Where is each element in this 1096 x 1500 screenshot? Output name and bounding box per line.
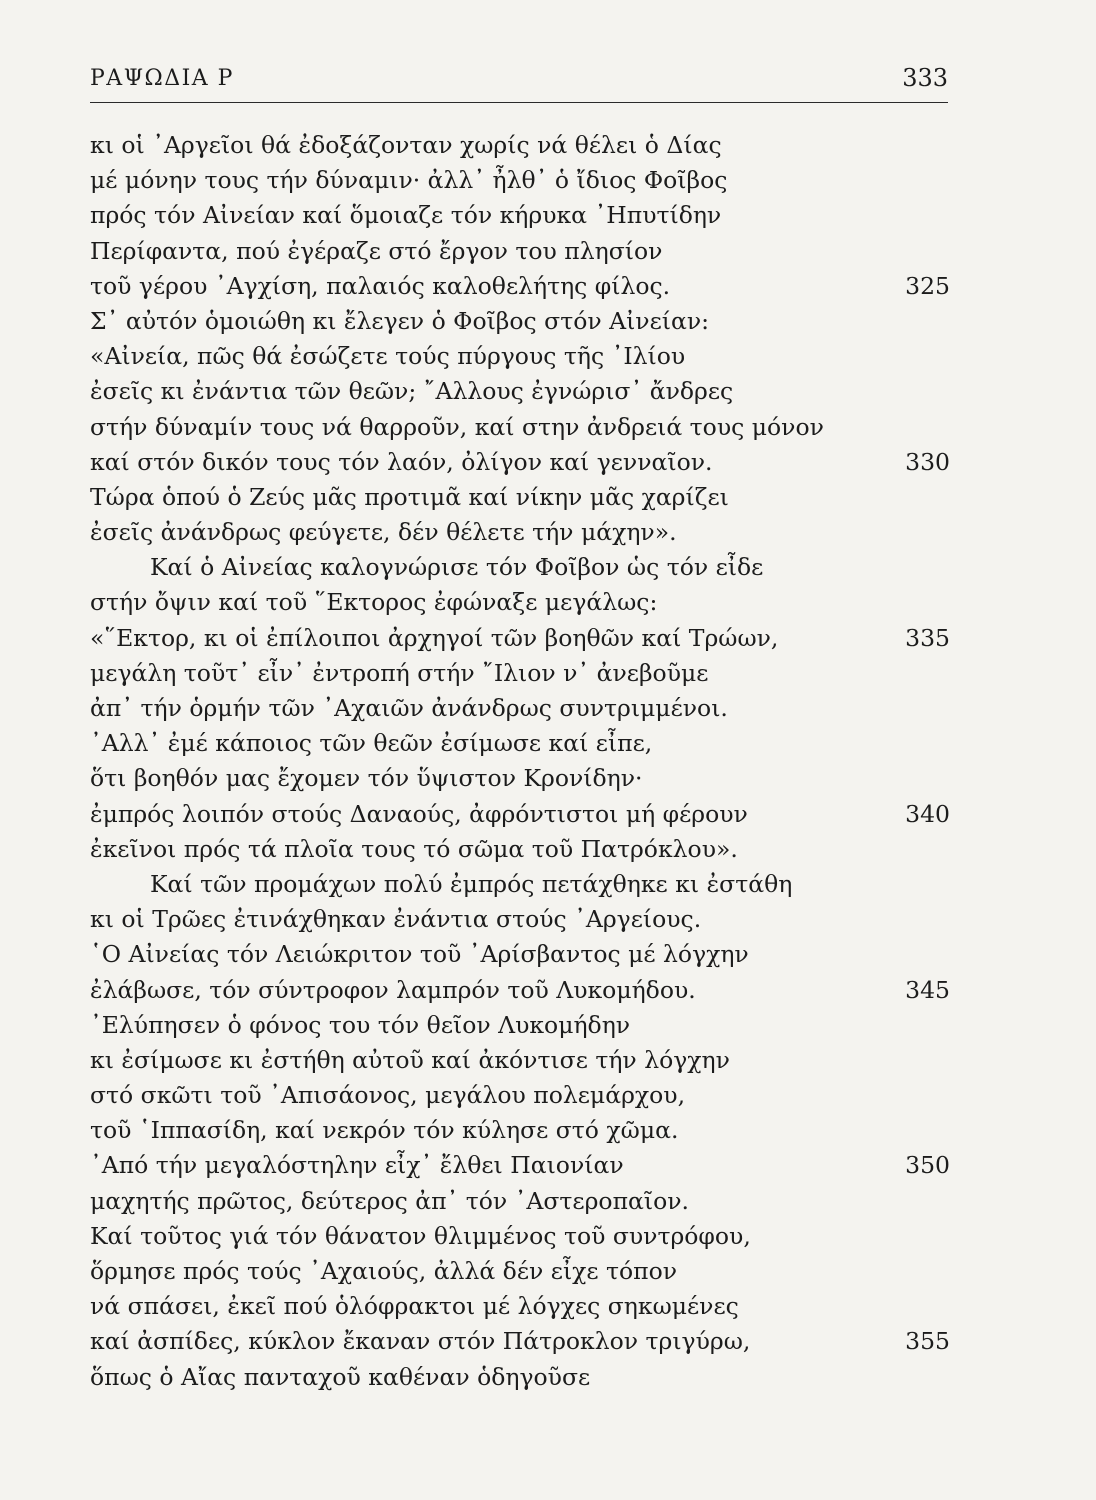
verse-text: Καί ὁ Αἰνείας καλογνώρισε τόν Φοῖβον ὡς τόν εἶδε [150,553,764,582]
verse-line [90,832,950,867]
verse-line [90,1113,950,1148]
verse-text: κι οἱ ᾿Αργεῖοι θά ἐδοξάζονταν χωρίς νά θέλει ὁ Δίας [90,131,722,159]
verse-line [90,797,950,832]
verse-line [90,269,950,304]
verse-text: Καί τοῦτος γιά τόν θάνατον θλιμμένος τοῦ συντρόφου, [90,1221,751,1250]
verse-line [90,1254,950,1289]
verse-line [90,1219,950,1254]
verse-text: ὅτι βοηθόν μας ἔχομεν τόν ὕψιστον Κρονίδην· [90,764,643,793]
verse-line [90,761,950,796]
line-number: 325 [905,271,950,300]
verse-line [90,515,950,550]
verse-text: στό σκῶτι τοῦ ᾿Απισάονος, μεγάλου πολεμάρχου, [90,1081,686,1110]
line-number: 345 [905,975,950,1004]
verse-text: Σ᾿ αὐτόν ὁμοιώθη κι ἔλεγεν ὁ Φοῖβος στόν Αἰνείαν: [90,306,710,335]
verse-text: ᾿Αλλ᾿ ἐμέ κάποιος τῶν θεῶν ἐσίμωσε καί εἶπε, [90,729,653,758]
verse-text: ῾Ο Αἰνείας τόν Λειώκριτον τοῦ ᾿Αρίσβαντος μέ λόγχην [90,940,749,969]
verse-line [90,621,950,656]
line-number: 335 [905,623,950,652]
verse-line [90,163,950,198]
verse-text: νά σπάσει, ἐκεῖ πού ὁλόφρακτοι μέ λόγχες σηκωμένες [90,1292,739,1321]
verse-text: «῞Εκτορ, κι οἱ ἐπίλοιποι ἀρχηγοί τῶν βοηθῶν καί Τρώων, [90,623,779,652]
verse-text: μαχητής πρῶτος, δεύτερος ἀπ᾿ τόν ᾿Αστεροπαῖον. [90,1186,689,1215]
verse-text: Καί τῶν προμάχων πολύ ἐμπρός πετάχθηκε κι ἐστάθη [150,869,793,898]
verse-line [90,128,950,163]
verse-text: κι οἱ Τρῶες ἐτινάχθηκαν ἐνάντια στούς ᾿Αργείους. [90,905,702,934]
verse-text: καί στόν δικόν τους τόν λαόν, ὀλίγον καί γενναῖον. [90,447,713,476]
line-number: 330 [905,447,950,476]
verse-text: μέ μόνην τους τήν δύναμιν· ἀλλ᾿ ἦλθ᾿ ὁ ἴδιος Φοῖβος [90,166,728,195]
verse-text: τοῦ ῾Ιππασίδη, καί νεκρόν τόν κύλησε στό χῶμα. [90,1116,679,1145]
verse-text: Περίφαντα, πού ἐγέραζε στό ἔργον του πλησίον [90,236,663,265]
verse-line [90,585,950,620]
verse-text: ἐσεῖς κι ἐνάντια τῶν θεῶν; ῎Αλλους ἐγνώρισ᾿ ἄνδρες [90,377,734,406]
line-number: 340 [905,799,950,828]
verse-line [90,1078,950,1113]
verse-text: ὅρμησε πρός τούς ᾿Αχαιούς, ἀλλά δέν εἶχε τόπον [90,1257,678,1285]
verse-text: μεγάλη τοῦτ᾿ εἶν᾿ ἐντροπή στήν ῎Ιλιον ν᾿ ἀνεβοῦμε [90,658,709,687]
poem-text [90,128,950,1395]
verse-line [90,1289,950,1324]
verse-text: ὅπως ὁ Αἴας πανταχοῦ καθέναν ὁδηγοῦσε [90,1362,591,1391]
verse-line [90,726,950,761]
verse-text: κι ἐσίμωσε κι ἐστήθη αὐτοῦ καί ἀκόντισε τήν λόγχην [90,1045,730,1074]
verse-text: ἐμπρός λοιπόν στούς Δαναούς, ἀφρόντιστοι μή φέρουν [90,799,748,828]
line-number: 355 [905,1327,950,1356]
verse-line [90,937,950,972]
verse-line [90,304,950,339]
verse-line [90,1184,950,1219]
verse-text: ᾿Από τήν μεγαλόστηλην εἶχ᾿ ἔλθει Παιονίαν [90,1151,624,1180]
verse-line [90,1043,950,1078]
verse-line [90,550,950,585]
verse-text: στήν ὄψιν καί τοῦ ῞Εκτορος ἐφώναξε μεγάλως: [90,588,658,617]
verse-line [90,480,950,515]
verse-line [90,1360,950,1395]
verse-text: Τώρα ὁπού ὁ Ζεύς μᾶς προτιμᾶ καί νίκην μᾶς χαρίζει [90,482,729,511]
verse-text: στήν δύναμίν τους νά θαρροῦν, καί στην ἀνδρειά τους μόνον [90,412,824,441]
verse-line [90,1148,950,1183]
verse-line [90,656,950,691]
verse-text: ἐλάβωσε, τόν σύντροφον λαμπρόν τοῦ Λυκομήδου. [90,975,696,1004]
verse-text: ἐκεῖνοι πρός τά πλοῖα τους τό σῶμα τοῦ Πατρόκλου». [90,834,738,863]
verse-line [90,198,950,233]
verse-text: καί ἀσπίδες, κύκλον ἔκαναν στόν Πάτροκλον τριγύρω, [90,1327,751,1356]
page-number: 333 [902,64,948,92]
page-header [90,62,948,103]
verse-line [90,973,950,1008]
verse-line [90,1008,950,1043]
verse-text: πρός τόν Αἰνείαν καί ὅμοιαζε τόν κήρυκα ᾿Ηπυτίδην [90,201,722,230]
verse-line [90,445,950,480]
verse-line [90,339,950,374]
verse-text: ἀπ᾿ τήν ὁρμήν τῶν ᾿Αχαιῶν ἀνάνδρως συντριμμένοι. [90,694,728,722]
verse-line [90,234,950,269]
verse-line [90,410,950,445]
verse-text: ᾿Ελύπησεν ὁ φόνος του τόν θεῖον Λυκομήδην [90,1010,631,1039]
verse-text: τοῦ γέρου ᾿Αγχίση, παλαιός καλοθελήτης φίλος. [90,271,671,300]
chapter-title: ΡΑΨΩΔΙΑ Ρ [90,66,234,91]
verse-line [90,902,950,937]
verse-line [90,374,950,409]
verse-line [90,867,950,902]
line-number: 350 [905,1151,950,1180]
verse-line [90,691,950,726]
verse-line [90,1324,950,1359]
verse-text: ἐσεῖς ἀνάνδρως φεύγετε, δέν θέλετε τήν μάχην». [90,518,677,547]
verse-text: «Αἰνεία, πῶς θά ἐσώζετε τούς πύργους τῆς ᾿Ιλίου [90,342,686,371]
